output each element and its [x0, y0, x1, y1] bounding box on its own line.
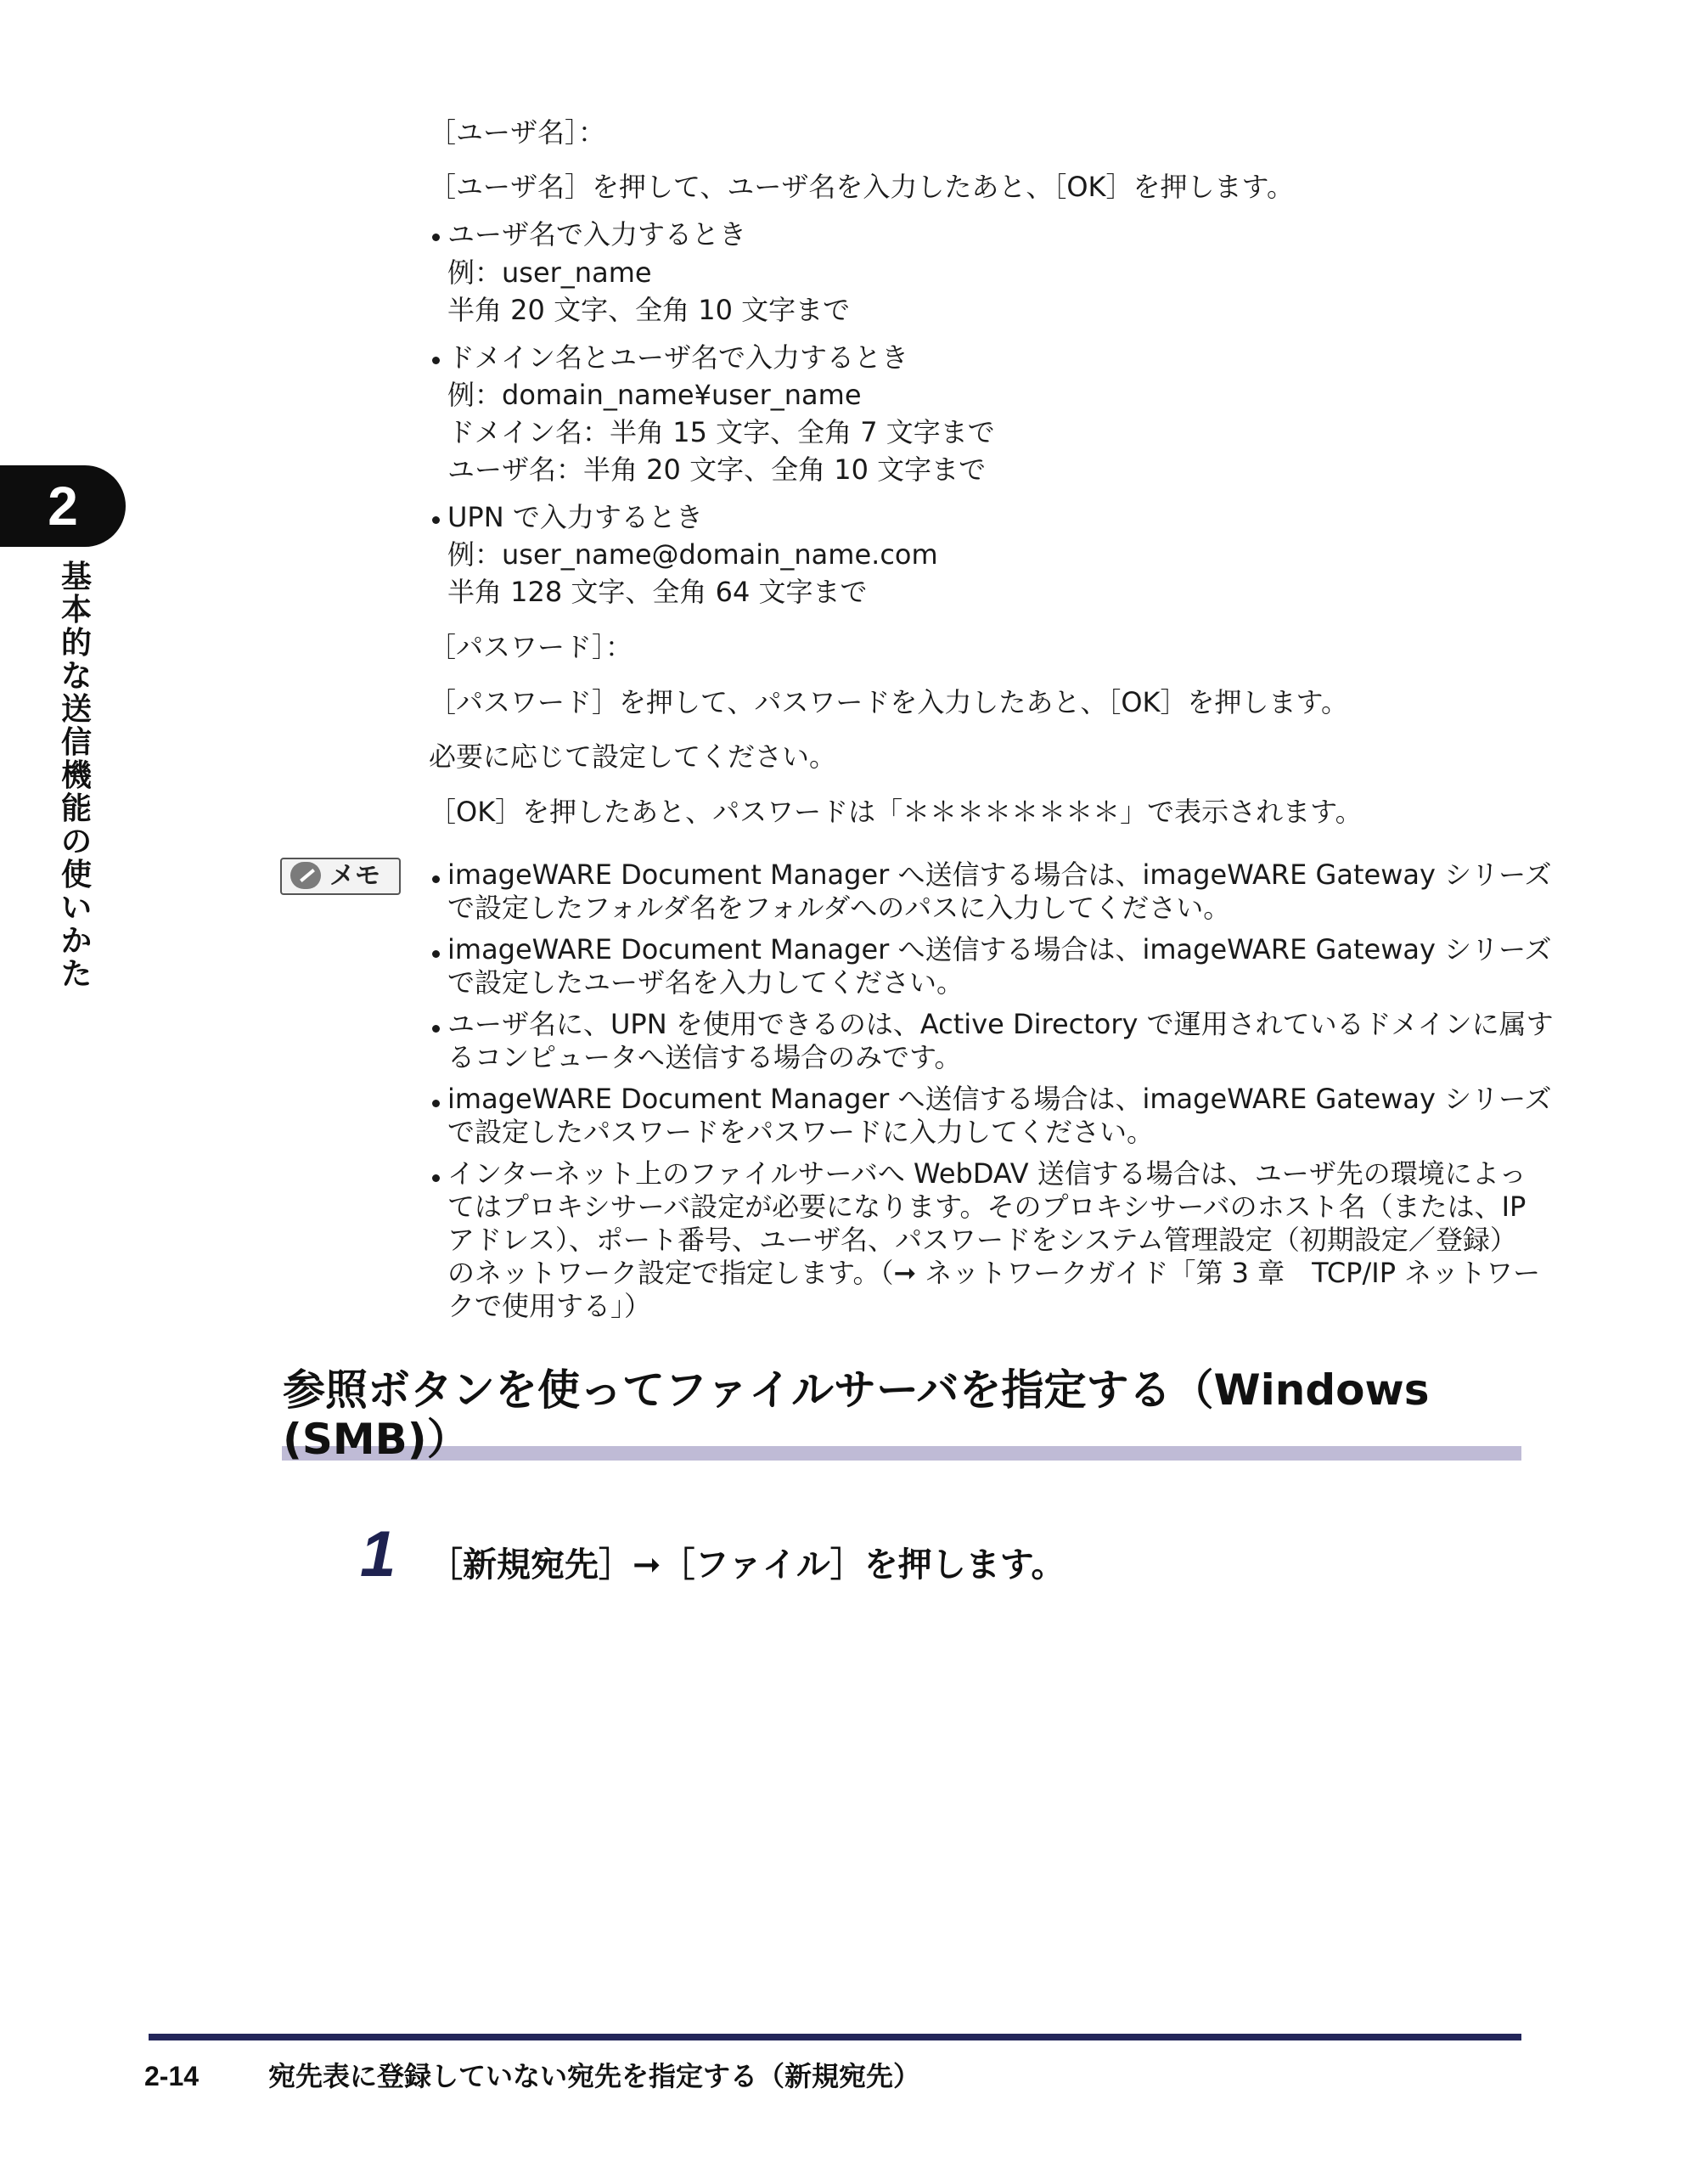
bullet-line: 半角 128 文字、全角 64 文字まで [447, 576, 868, 608]
chapter-side-title [58, 560, 95, 991]
memo-item-line: imageWARE Document Manager へ送信する場合は、imageWARE Gateway シリーズ [447, 858, 1552, 891]
chapter-title-char: 送 [60, 692, 92, 727]
section-heading-line1: 参照ボタンを使ってファイルサーバを指定する（Windows [283, 1365, 1430, 1415]
username-label: ［ユーザ名］： [429, 116, 606, 149]
chapter-title-char: た [60, 957, 92, 992]
bullet-line: 半角 20 文字、全角 10 文字まで [447, 294, 851, 326]
memo-item-line: imageWARE Document Manager へ送信する場合は、imageWARE Gateway シリーズ [447, 933, 1552, 965]
chapter-title-char: 使 [60, 858, 92, 892]
memo-item-line: で設定したパスワードをパスワードに入力してください。 [447, 1116, 1155, 1148]
username-instruction: ［ユーザ名］を押して、ユーザ名を入力したあと、［OK］を押します。 [429, 171, 1294, 203]
chapter-title-char: い [60, 891, 92, 926]
chapter-title-char: 能 [60, 791, 92, 826]
bullet [432, 1025, 440, 1033]
memo-item-line: アドレス）、ポート番号、ユーザ名、パスワードをシステム管理設定（初期設定／登録） [447, 1224, 1517, 1256]
memo-label: メモ [329, 861, 380, 891]
memo-item-line: のネットワーク設定で指定します。（➞ ネットワークガイド「第 3 章 TCP/IP ネットワー [447, 1257, 1541, 1289]
bullet-head: UPN で入力するとき [447, 501, 703, 533]
bullet-line: 例：user_name [447, 256, 652, 289]
bullet-line: ドメイン名：半角 15 文字、全角 7 文字まで [447, 416, 995, 448]
pencil-icon [290, 862, 321, 889]
password-display-note: ［OK］を押したあと、パスワードは「＊＊＊＊＊＊＊＊」で表示されます。 [429, 796, 1363, 828]
memo-item-line: imageWARE Document Manager へ送信する場合は、imageWARE Gateway シリーズ [447, 1083, 1552, 1115]
memo-item-line: るコンピュータへ送信する場合のみです。 [447, 1041, 962, 1073]
step-number: 1 [360, 1518, 396, 1590]
bullet [432, 234, 440, 241]
section-heading-line2: (SMB)） [283, 1415, 469, 1464]
page-number: 2-14 [144, 2061, 200, 2091]
bullet [432, 516, 440, 524]
step-text: ［新規宛先］➞［ファイル］を押します。 [429, 1545, 1065, 1585]
memo-item-line: てはプロキシサーバ設定が必要になります。そのプロキシサーバのホスト名（または、IP [447, 1191, 1527, 1223]
bullet-head: ユーザ名で入力するとき [447, 218, 747, 250]
password-label: ［パスワード］： [429, 631, 633, 663]
chapter-title-char: 信 [60, 725, 92, 760]
bullet [432, 950, 440, 958]
bullet-line: 例：user_name@domain_name.com [447, 538, 938, 571]
memo-item-line: クで使用する」） [447, 1290, 652, 1322]
footer-rule [149, 2034, 1521, 2040]
bullet [432, 1174, 440, 1182]
memo-item-line: インターネット上のファイルサーバへ WebDAV 送信する場合は、ユーザ先の環境によっ [447, 1157, 1527, 1190]
password-note: 必要に応じて設定してください。 [429, 740, 837, 773]
memo-item-line: で設定したユーザ名を入力してください。 [447, 966, 964, 999]
chapter-title-char: 本 [60, 593, 92, 628]
bullet-line: 例：domain_name¥user_name [447, 379, 862, 411]
memo-badge [280, 858, 401, 895]
footer-title: 宛先表に登録していない宛先を指定する（新規宛先） [268, 2060, 921, 2092]
chapter-title-char: 的 [60, 626, 92, 661]
bullet [432, 1100, 440, 1107]
chapter-title-char: 機 [60, 758, 92, 793]
memo-item-line: で設定したフォルダ名をフォルダへのパスに入力してください。 [447, 892, 1231, 924]
bullet [432, 875, 440, 883]
chapter-title-char: の [60, 825, 92, 859]
password-instruction: ［パスワード］を押して、パスワードを入力したあと、［OK］を押します。 [429, 686, 1348, 718]
bullet [432, 357, 440, 364]
chapter-title-char: か [60, 924, 92, 959]
memo-item-line: ユーザ名に、UPN を使用できるのは、Active Directory で運用されているドメインに属す [447, 1008, 1554, 1040]
bullet-line: ユーザ名：半角 20 文字、全角 10 文字まで [447, 453, 987, 486]
chapter-number: 2 [48, 476, 78, 537]
bullet-head: ドメイン名とユーザ名で入力するとき [447, 341, 909, 374]
chapter-title-char: な [60, 659, 92, 694]
chapter-title-char: 基 [60, 560, 92, 594]
